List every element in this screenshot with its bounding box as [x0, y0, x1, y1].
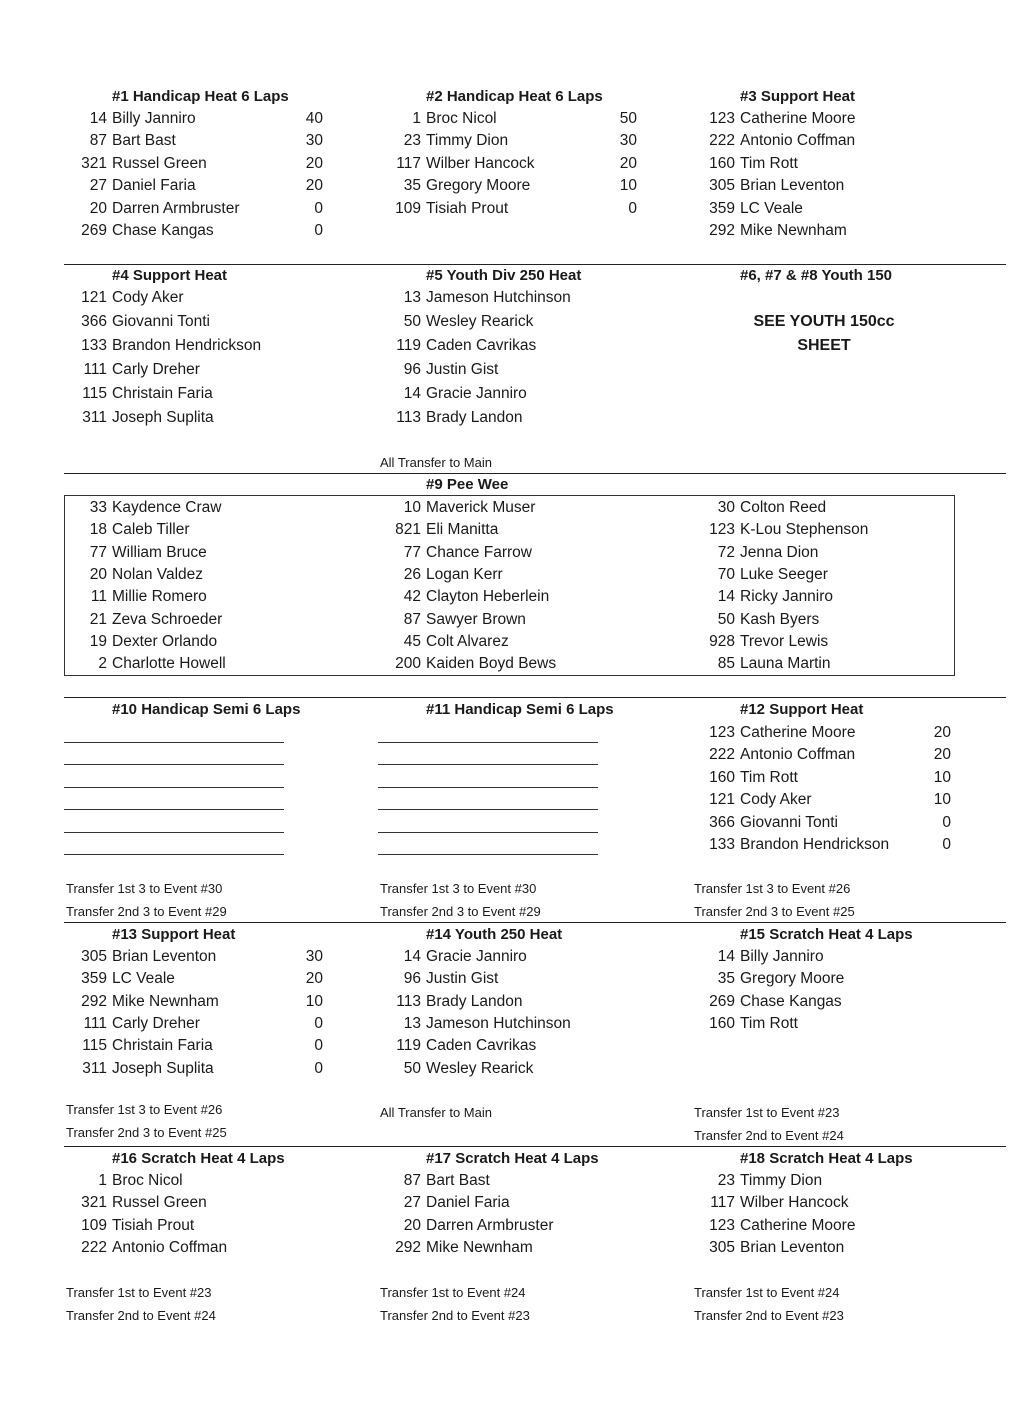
h4-rider-number: 121 — [81, 289, 107, 306]
h2-points: 10 — [619, 177, 637, 195]
h1-points: 30 — [305, 132, 323, 150]
h12-points: 0 — [942, 813, 951, 831]
h9-rider-name: Eli Manitta — [426, 521, 499, 539]
h9-rider-name: Sawyer Brown — [426, 610, 526, 628]
h3-rider-name: Antonio Coffman — [740, 132, 856, 150]
h5-rider-number: 14 — [403, 385, 421, 402]
h12-rider-name: Tim Rott — [740, 768, 798, 786]
h15-rider-name: Tim Rott — [740, 1014, 798, 1032]
h16-transfer-1: Transfer 1st to Event #23 — [66, 1285, 212, 1300]
h9-rider-name: Maverick Muser — [426, 499, 536, 516]
h18-rider-name: Timmy Dion — [740, 1172, 823, 1189]
h1-rider-name: Daniel Faria — [112, 177, 196, 195]
h9-rider-number: 30 — [717, 499, 735, 516]
h1-points: 0 — [314, 199, 323, 217]
h12-title: #12 Support Heat — [740, 701, 864, 718]
youth-150-notice-line1: SEE YOUTH 150cc — [753, 313, 895, 330]
h9-rider-number: 70 — [717, 565, 735, 583]
h9-rider-name: Trevor Lewis — [740, 632, 829, 650]
h2-title: #2 Handicap Heat 6 Laps — [426, 88, 603, 105]
h4-rider-number: 366 — [81, 313, 107, 330]
h2-rider-number: 35 — [403, 177, 421, 195]
h9-rider-number: 18 — [89, 521, 107, 539]
h16-rider-name: Antonio Coffman — [112, 1239, 228, 1257]
h1-rider-name: Russel Green — [112, 154, 207, 172]
h1-rider-name: Bart Bast — [112, 132, 176, 150]
h4-rider-number: 115 — [82, 385, 107, 402]
h9-rider-number: 72 — [717, 543, 735, 561]
h9-rider-name: Jenna Dion — [740, 543, 819, 561]
h3-rider-number: 160 — [709, 154, 735, 172]
h9-rider-name: William Bruce — [112, 543, 207, 561]
h13-rider-name: Carly Dreher — [112, 1014, 200, 1032]
h17-rider-name: Mike Newnham — [426, 1239, 533, 1257]
h17-rider-number: 292 — [395, 1239, 421, 1257]
h15-title: #15 Scratch Heat 4 Laps — [740, 926, 913, 943]
h4-rider-number: 133 — [81, 337, 107, 354]
h9-rider-number: 45 — [403, 632, 421, 650]
h16-rider-name: Russel Green — [112, 1194, 207, 1212]
h16-rider-number: 109 — [81, 1216, 107, 1234]
h3-rider-name: Catherine Moore — [740, 110, 856, 127]
h9-rider-number: 821 — [395, 521, 421, 539]
h9-rider-number: 2 — [98, 655, 107, 673]
h11-blank-line — [378, 787, 598, 788]
h2-points: 30 — [619, 132, 637, 150]
h9-rider-number: 21 — [89, 610, 107, 628]
h9-rider-name: Caleb Tiller — [112, 521, 190, 539]
h9-rider-name: Colt Alvarez — [426, 632, 509, 650]
h2-points: 0 — [628, 199, 637, 217]
h14-rider-name: Brady Landon — [426, 992, 523, 1010]
h3-rider-name: Tim Rott — [740, 154, 798, 172]
h4-rider-name: Joseph Suplita — [112, 409, 214, 426]
h2-points: 50 — [619, 110, 637, 127]
h3-rider-name: Mike Newnham — [740, 222, 847, 239]
h12-rider-number: 133 — [709, 836, 735, 853]
h10-blank-line — [64, 742, 284, 743]
h13-points: 30 — [305, 948, 323, 965]
h9-rider-name: Charlotte Howell — [112, 655, 226, 673]
h9-rider-number: 10 — [403, 499, 421, 516]
h17-transfer-1: Transfer 1st to Event #24 — [380, 1285, 526, 1300]
h2-rider-number: 117 — [396, 154, 421, 172]
h1-points: 40 — [305, 110, 323, 127]
h9-rider-name: Zeva Schroeder — [112, 610, 223, 628]
h12-transfer-2: Transfer 2nd 3 to Event #25 — [694, 904, 855, 919]
h13-rider-name: Christain Faria — [112, 1037, 213, 1055]
h13-points: 10 — [305, 992, 323, 1010]
h5-rider-number: 119 — [396, 337, 421, 354]
h17-title: #17 Scratch Heat 4 Laps — [426, 1150, 599, 1167]
h9-rider-name: Luke Seeger — [740, 565, 828, 583]
h10-transfer-1: Transfer 1st 3 to Event #30 — [66, 881, 223, 896]
h11-blank-line — [378, 764, 598, 765]
h12-points: 20 — [933, 724, 951, 741]
h14-rider-name: Justin Gist — [426, 970, 499, 988]
h1-points: 20 — [305, 154, 323, 172]
h13-points: 20 — [305, 970, 323, 988]
h3-rider-number: 123 — [709, 110, 735, 127]
section-divider — [64, 697, 1006, 698]
h18-transfer-1: Transfer 1st to Event #24 — [694, 1285, 840, 1300]
h9-rider-name: Kaydence Craw — [112, 499, 222, 516]
h13-rider-number: 115 — [82, 1037, 107, 1055]
h14-rider-name: Caden Cavrikas — [426, 1037, 537, 1055]
h4-rider-name: Carly Dreher — [112, 361, 200, 378]
h14-rider-name: Gracie Janniro — [426, 948, 527, 965]
h13-points: 0 — [314, 1059, 323, 1077]
h10-title: #10 Handicap Semi 6 Laps — [112, 701, 301, 718]
h2-rider-name: Timmy Dion — [426, 132, 509, 150]
h4-rider-name: Brandon Hendrickson — [112, 337, 262, 354]
h16-title: #16 Scratch Heat 4 Laps — [112, 1150, 285, 1167]
h9-rider-number: 33 — [89, 499, 107, 516]
h15-rider-number: 160 — [709, 1014, 735, 1032]
h17-rider-name: Bart Bast — [426, 1172, 490, 1189]
h3-rider-name: Brian Leventon — [740, 177, 845, 195]
h4-rider-name: Cody Aker — [112, 289, 184, 306]
h13-transfer-1: Transfer 1st 3 to Event #26 — [66, 1102, 223, 1117]
h14-rider-name: Wesley Rearick — [426, 1059, 534, 1077]
h6-title: #6, #7 & #8 Youth 150 — [740, 267, 893, 284]
h13-rider-number: 311 — [82, 1059, 107, 1077]
h13-rider-number: 359 — [81, 970, 107, 988]
h12-points: 0 — [942, 836, 951, 853]
h5-rider-number: 96 — [403, 361, 421, 378]
h3-rider-number: 305 — [709, 177, 735, 195]
h9-rider-name: Kash Byers — [740, 610, 820, 628]
h11-blank-line — [378, 832, 598, 833]
h9-rider-name: Colton Reed — [740, 499, 827, 516]
h13-rider-number: 292 — [81, 992, 107, 1010]
h12-rider-number: 160 — [709, 768, 735, 786]
h9-rider-name: K-Lou Stephenson — [740, 521, 869, 539]
h5-rider-name: Brady Landon — [426, 409, 523, 426]
h10-transfer-2: Transfer 2nd 3 to Event #29 — [66, 904, 227, 919]
h9-rider-number: 77 — [403, 543, 421, 561]
h14-rider-number: 14 — [403, 948, 421, 965]
h11-blank-line — [378, 742, 598, 743]
h17-rider-number: 27 — [403, 1194, 421, 1212]
h2-points: 20 — [619, 154, 637, 172]
h9-rider-name: Kaiden Boyd Bews — [426, 655, 557, 673]
h17-transfer-2: Transfer 2nd to Event #23 — [380, 1308, 530, 1323]
h9-rider-number: 20 — [89, 565, 107, 583]
h11-transfer-2: Transfer 2nd 3 to Event #29 — [380, 904, 541, 919]
h13-rider-name: Brian Leventon — [112, 948, 217, 965]
h11-transfer-1: Transfer 1st 3 to Event #30 — [380, 881, 537, 896]
h11-blank-line — [378, 809, 598, 810]
h9-rider-number: 87 — [403, 610, 421, 628]
h16-rider-name: Broc Nicol — [112, 1172, 183, 1189]
h5-rider-name: Gracie Janniro — [426, 385, 527, 402]
h9-rider-number: 77 — [89, 543, 107, 561]
h5-rider-name: Jameson Hutchinson — [426, 289, 571, 306]
h2-rider-name: Tisiah Prout — [426, 199, 509, 217]
h5-rider-name: Wesley Rearick — [426, 313, 534, 330]
h16-rider-number: 321 — [81, 1194, 107, 1212]
h9-rider-name: Nolan Valdez — [112, 565, 204, 583]
h16-rider-number: 222 — [81, 1239, 107, 1257]
h10-blank-line — [64, 764, 284, 765]
h1-rider-number: 14 — [89, 110, 107, 127]
h1-rider-number: 321 — [81, 154, 107, 172]
all-transfer-note: All Transfer to Main — [380, 455, 492, 470]
h9-title: #9 Pee Wee — [426, 476, 509, 493]
h14-rider-name: Jameson Hutchinson — [426, 1014, 571, 1032]
h3-rider-number: 222 — [709, 132, 735, 150]
h4-rider-name: Giovanni Tonti — [112, 313, 210, 330]
h14-rider-number: 50 — [403, 1059, 421, 1077]
h15-rider-name: Gregory Moore — [740, 970, 845, 988]
h15-rider-number: 35 — [717, 970, 735, 988]
h12-rider-number: 123 — [709, 724, 735, 741]
h3-rider-name: LC Veale — [740, 199, 803, 217]
h16-transfer-2: Transfer 2nd to Event #24 — [66, 1308, 216, 1323]
h5-rider-name: Caden Cavrikas — [426, 337, 537, 354]
h5-rider-number: 13 — [403, 289, 421, 306]
h14-rider-number: 113 — [396, 992, 421, 1010]
h1-rider-number: 87 — [89, 132, 107, 150]
h9-rider-name: Dexter Orlando — [112, 632, 218, 650]
h9-rider-number: 50 — [717, 610, 735, 628]
h3-rider-number: 359 — [709, 199, 735, 217]
h14-title: #14 Youth 250 Heat — [426, 926, 563, 943]
h13-rider-name: LC Veale — [112, 970, 175, 988]
h11-blank-line — [378, 854, 598, 855]
h1-title: #1 Handicap Heat 6 Laps — [112, 88, 289, 105]
h9-rider-number: 26 — [403, 565, 421, 583]
h9-rider-number: 123 — [709, 521, 735, 539]
h13-title: #13 Support Heat — [112, 926, 236, 943]
h4-title: #4 Support Heat — [112, 267, 228, 284]
h14-transfer-note: All Transfer to Main — [380, 1105, 492, 1120]
h9-rider-number: 42 — [403, 588, 421, 606]
h17-rider-name: Daniel Faria — [426, 1194, 510, 1212]
h1-rider-name: Billy Janniro — [112, 110, 196, 127]
section-divider — [64, 922, 1006, 923]
h1-rider-number: 27 — [89, 177, 107, 195]
h4-rider-name: Christain Faria — [112, 385, 213, 402]
h14-rider-number: 119 — [396, 1037, 421, 1055]
h10-blank-line — [64, 832, 284, 833]
h3-title: #3 Support Heat — [740, 88, 856, 105]
h14-rider-number: 13 — [403, 1014, 421, 1032]
h13-rider-name: Mike Newnham — [112, 992, 219, 1010]
h10-blank-line — [64, 809, 284, 810]
h18-rider-name: Catherine Moore — [740, 1216, 856, 1234]
h18-title: #18 Scratch Heat 4 Laps — [740, 1150, 913, 1167]
h9-rider-name: Chance Farrow — [426, 543, 532, 561]
h3-rider-number: 292 — [709, 222, 735, 239]
h18-rider-number: 123 — [709, 1216, 735, 1234]
section-divider — [64, 473, 1006, 474]
h5-rider-number: 50 — [403, 313, 421, 330]
section-divider — [64, 1146, 1006, 1147]
h1-points: 0 — [314, 222, 323, 239]
h9-rider-name: Logan Kerr — [426, 565, 503, 583]
h12-rider-number: 222 — [709, 746, 735, 764]
h12-points: 10 — [933, 768, 951, 786]
h9-rider-number: 85 — [717, 655, 735, 673]
h13-points: 0 — [314, 1014, 323, 1032]
h4-rider-number: 311 — [82, 409, 107, 426]
h9-rider-number: 14 — [717, 588, 735, 606]
h5-rider-number: 113 — [396, 409, 421, 426]
h13-rider-number: 111 — [83, 1014, 107, 1032]
h18-transfer-2: Transfer 2nd to Event #23 — [694, 1308, 844, 1323]
h18-rider-number: 305 — [709, 1239, 735, 1257]
h18-rider-number: 117 — [710, 1194, 735, 1212]
h15-rider-name: Chase Kangas — [740, 992, 842, 1010]
h18-rider-name: Wilber Hancock — [740, 1194, 849, 1212]
h9-rider-name: Millie Romero — [112, 588, 207, 606]
youth-150-notice-line2: SHEET — [797, 337, 851, 354]
h15-rider-number: 269 — [709, 992, 735, 1010]
section-divider — [64, 264, 1006, 265]
h12-rider-number: 366 — [709, 813, 735, 831]
h13-transfer-2: Transfer 2nd 3 to Event #25 — [66, 1125, 227, 1140]
h2-rider-name: Broc Nicol — [426, 110, 497, 127]
h15-transfer-2: Transfer 2nd to Event #24 — [694, 1128, 844, 1143]
h12-points: 10 — [933, 791, 951, 809]
h5-title: #5 Youth Div 250 Heat — [426, 267, 582, 284]
h12-transfer-1: Transfer 1st 3 to Event #26 — [694, 881, 851, 896]
h10-blank-line — [64, 787, 284, 788]
h13-rider-name: Joseph Suplita — [112, 1059, 214, 1077]
h14-rider-number: 96 — [403, 970, 421, 988]
h1-points: 20 — [305, 177, 323, 195]
h12-rider-name: Catherine Moore — [740, 724, 856, 741]
h2-rider-number: 109 — [395, 199, 421, 217]
h1-rider-number: 20 — [89, 199, 107, 217]
h2-rider-name: Gregory Moore — [426, 177, 531, 195]
h5-rider-name: Justin Gist — [426, 361, 499, 378]
h18-rider-name: Brian Leventon — [740, 1239, 845, 1257]
h9-rider-number: 928 — [709, 632, 735, 650]
h9-rider-number: 11 — [90, 588, 107, 606]
h11-title: #11 Handicap Semi 6 Laps — [426, 701, 614, 718]
h17-rider-number: 87 — [403, 1172, 421, 1189]
h2-rider-name: Wilber Hancock — [426, 154, 535, 172]
h16-rider-number: 1 — [98, 1172, 107, 1189]
h12-rider-name: Giovanni Tonti — [740, 813, 838, 831]
h16-rider-name: Tisiah Prout — [112, 1216, 195, 1234]
h1-rider-name: Darren Armbruster — [112, 199, 240, 217]
h9-rider-number: 200 — [395, 655, 421, 673]
h2-rider-number: 23 — [403, 132, 421, 150]
h12-rider-name: Antonio Coffman — [740, 746, 856, 764]
h9-rider-number: 19 — [89, 632, 107, 650]
h15-transfer-1: Transfer 1st to Event #23 — [694, 1105, 840, 1120]
h9-rider-name: Clayton Heberlein — [426, 588, 550, 606]
h12-rider-name: Brandon Hendrickson — [740, 836, 890, 853]
h9-rider-name: Ricky Janniro — [740, 588, 834, 606]
h12-rider-number: 121 — [709, 791, 735, 809]
h15-rider-name: Billy Janniro — [740, 948, 824, 965]
h17-rider-number: 20 — [403, 1216, 421, 1234]
h13-rider-number: 305 — [81, 948, 107, 965]
h13-points: 0 — [314, 1037, 323, 1055]
h1-rider-number: 269 — [81, 222, 107, 239]
h10-blank-line — [64, 854, 284, 855]
h12-rider-name: Cody Aker — [740, 791, 812, 809]
h17-rider-name: Darren Armbruster — [426, 1216, 554, 1234]
h4-rider-number: 111 — [83, 361, 107, 378]
h15-rider-number: 14 — [717, 948, 735, 965]
h12-points: 20 — [933, 746, 951, 764]
h9-rider-name: Launa Martin — [740, 655, 831, 673]
h1-rider-name: Chase Kangas — [112, 222, 214, 239]
h2-rider-number: 1 — [412, 110, 421, 127]
h18-rider-number: 23 — [717, 1172, 735, 1189]
